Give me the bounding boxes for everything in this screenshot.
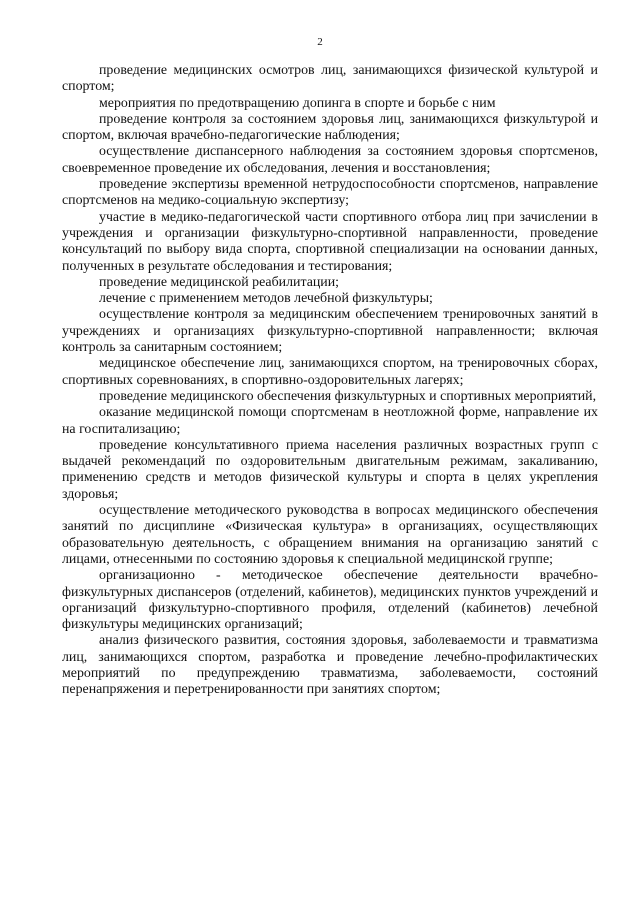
paragraph: организационно - методическое обеспечение деятельности врачебно-физкультурных диспансеров (отделений, кабинетов), медицинских пунктов учреждений и организаций физкультурно-спортивного профиля, отделений (кабинетов) лечебной физкультуры медицинских организаций; bbox=[62, 568, 598, 633]
paragraph: мероприятия по предотвращению допинга в спорте и борьбе с ним bbox=[99, 95, 496, 111]
paragraph: проведение медицинской реабилитации; bbox=[99, 274, 340, 290]
paragraph: медицинское обеспечение лиц, занимающихся спортом, на тренировочных сборах, спортивных соревнованиях, в спортивно-оздоровительных лагерях; bbox=[62, 356, 598, 388]
paragraph: проведение медицинских осмотров лиц, занимающихся физической культурой и спортом; bbox=[62, 63, 598, 95]
paragraph: анализ физического развития, состояния здоровья, заболеваемости и травматизма лиц, занимающихся спортом, разработка и проведение лечебно-профилактических мероприятий по предупреждению травматизма, заболеваемости, состояний перенапряжения и перетренированности при занятиях спортом; bbox=[62, 633, 598, 698]
document-body bbox=[62, 63, 598, 699]
paragraph: участие в медико-педагогической части спортивного отбора лиц при зачислении в учреждения и организации физкультурно-спортивной направленности, проведение консультаций по выбору вида спорта, спортивной специализации на основании данных, полученных в результате обследования и тестирования; bbox=[62, 209, 598, 274]
paragraph: проведение контроля за состоянием здоровья лиц, занимающихся физкультурой и спортом, включая врачебно-педагогические наблюдения; bbox=[62, 111, 598, 144]
paragraph: оказание медицинской помощи спортсменам в неотложной форме, направление их на госпитализацию; bbox=[62, 405, 598, 437]
paragraph: проведение медицинского обеспечения физкультурных и спортивных мероприятий, bbox=[99, 388, 597, 404]
paragraph: осуществление методического руководства в вопросах медицинского обеспечения занятий по дисциплине «Физическая культура» в организациях, осуществляющих образовательную деятельность, с обращением внимания на организацию занятий с лицами, отнесенными по состоянию здоровья к специальной медицинской группе; bbox=[62, 503, 598, 567]
paragraph: лечение с применением методов лечебной физкультуры; bbox=[99, 291, 433, 307]
paragraph: проведение консультативного приема населения различных возрастных групп с выдачей рекомендаций по оздоровительным двигательным режимам, закаливанию, применению средств и методов физической культуры и спорта в целях укрепления здоровья; bbox=[62, 437, 598, 502]
paragraph: проведение экспертизы временной нетрудоспособности спортсменов, направление спортсменов на медико-социальную экспертизу; bbox=[62, 177, 598, 209]
page-number: 2 bbox=[317, 36, 323, 48]
paragraph: осуществление контроля за медицинским обеспечением тренировочных занятий в учреждениях и организациях физкультурно-спортивной направленности; включая контроль за санитарным состоянием; bbox=[62, 307, 598, 356]
paragraph: осуществление диспансерного наблюдения за состоянием здоровья спортсменов, своевременное проведение их обследования, лечения и восстановления; bbox=[62, 144, 598, 176]
